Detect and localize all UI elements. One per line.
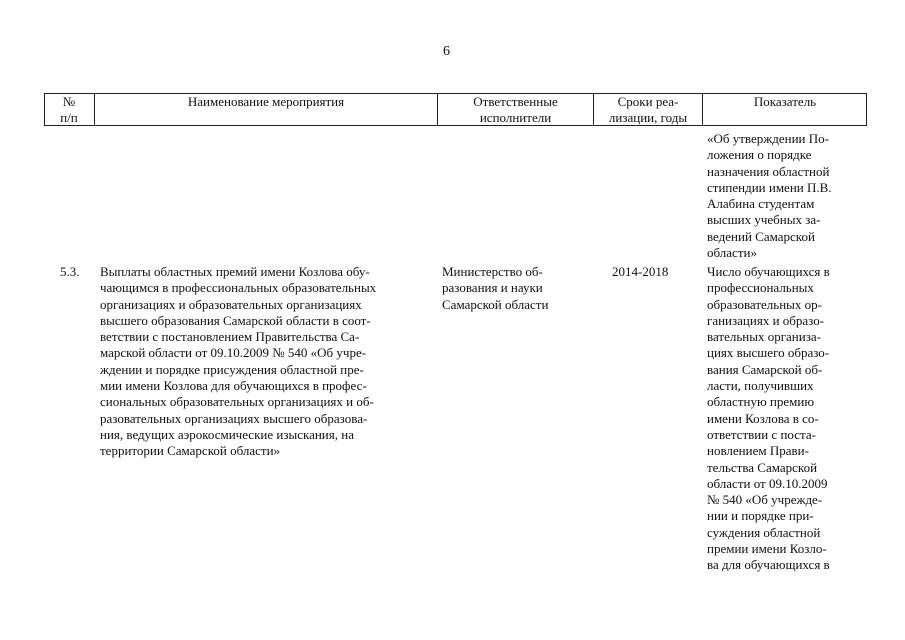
row-name-line: Выплаты областных премий имени Козлова обу- — [100, 264, 370, 279]
indicator-line: нии и порядке при- — [707, 508, 814, 524]
indicator-line: Алабина студентам — [707, 196, 815, 212]
indicator-line: образовательных ор- — [707, 296, 822, 312]
header-terms-line: Сроки реа- — [617, 94, 679, 109]
continued-indicator — [707, 131, 862, 261]
indicator-line: № 540 «Об учрежде- — [707, 492, 823, 508]
row-name-line: мии имени Козлова для обучающихся в профес- — [100, 378, 367, 394]
header-number-line: п/п — [60, 110, 78, 125]
header-terms-line: лизации, годы — [608, 110, 688, 125]
row-name — [100, 264, 432, 460]
row-executor-line: Самарской области — [442, 296, 549, 312]
indicator-line: ва для обучающихся в — [707, 557, 830, 573]
row-name-line: территории Самарской области» — [100, 443, 281, 459]
row-name-line: сиональных образовательных организациях и об- — [100, 394, 374, 410]
header-number-line: № — [62, 94, 76, 109]
header-executors-line: исполнители — [479, 110, 552, 125]
indicator-line: имени Козлова в со- — [707, 410, 819, 426]
header-name: Наименование мероприятия — [187, 94, 345, 109]
row-executor — [442, 264, 588, 313]
indicator-line: «Об утверждении По- — [707, 131, 829, 146]
indicator-line: ответствии с поста- — [707, 426, 816, 442]
indicator-line: профессиональных — [707, 280, 814, 296]
header-executors-line: Ответственные — [473, 94, 558, 109]
header-executors — [438, 94, 593, 126]
row-name-line: ния, ведущих аэрокосмические изыскания, на — [100, 426, 354, 442]
page-number: 6 — [443, 44, 450, 59]
indicator-line: суждения областной — [707, 524, 821, 540]
row-executor-line: разования и науки — [442, 280, 543, 296]
indicator-line: новлением Прави- — [707, 443, 809, 459]
indicator-line: вания Самарской об- — [707, 361, 823, 377]
indicator-line: области от 09.10.2009 — [707, 475, 828, 491]
row-name-line: чающимся в профессиональных образовательных — [100, 280, 377, 296]
row-name-line: разовательных организациях высшего образова- — [100, 410, 368, 426]
row-executor-line: Министерство об- — [442, 264, 543, 279]
indicator-line: вательных организа- — [707, 329, 821, 345]
header-number — [44, 94, 94, 126]
row-name-line: ветствии с постановлением Правительства Са- — [100, 329, 360, 345]
indicator-line: циях высшего образо- — [707, 345, 830, 361]
indicator-line: премии имени Козло- — [707, 541, 827, 557]
row-indicator — [707, 264, 862, 574]
indicator-line: тельства Самарской — [707, 459, 818, 475]
row-term: 2014-2018 — [612, 264, 669, 279]
indicator-line: областную премию — [707, 394, 815, 410]
indicator-line: стипендии имени П.В. — [707, 179, 832, 195]
indicator-line: области» — [707, 245, 757, 261]
row-name-line: организациях и образовательных организациях — [100, 296, 362, 312]
row-name-line: марской области от 09.10.2009 № 540 «Об учре- — [100, 345, 367, 361]
header-indicator: Показатель — [753, 94, 817, 109]
indicator-line: ведений Самарской — [707, 228, 815, 244]
indicator-line: ласти, получивших — [707, 378, 814, 394]
indicator-line: Число обучающихся в — [707, 264, 830, 279]
indicator-line: высших учебных за- — [707, 212, 821, 228]
indicator-line: назначения областной — [707, 163, 830, 179]
indicator-line: ложения о порядке — [707, 147, 812, 163]
row-name-line: высшего образования Самарской области в соот- — [100, 312, 371, 328]
header-terms — [594, 94, 702, 126]
indicator-line: ганизациях и образо- — [707, 312, 825, 328]
row-number: 5.3. — [60, 264, 80, 279]
row-name-line: ждении и порядке присуждения областной пре- — [100, 361, 364, 377]
